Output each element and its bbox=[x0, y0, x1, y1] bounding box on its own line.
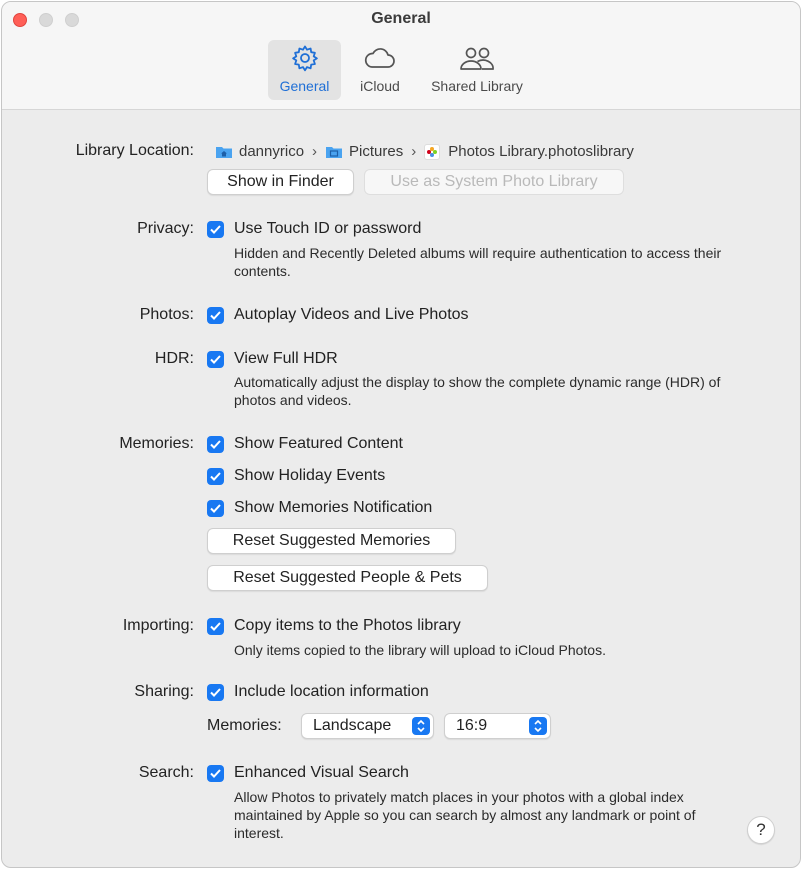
window-title: General bbox=[371, 10, 431, 27]
use-as-system-library-button: Use as System Photo Library bbox=[364, 169, 624, 195]
hdr-label: HDR: bbox=[154, 350, 194, 367]
memories-notification-checkbox[interactable]: Show Memories Notification bbox=[207, 499, 432, 517]
preferences-window bbox=[1, 1, 801, 868]
show-in-finder-button[interactable]: Show in Finder bbox=[207, 169, 354, 195]
reset-suggested-memories-button[interactable]: Reset Suggested Memories bbox=[207, 528, 456, 554]
help-button[interactable]: ? bbox=[747, 816, 775, 844]
tab-shared-library[interactable] bbox=[420, 40, 534, 100]
sharing-memories-label: Memories: bbox=[207, 717, 282, 734]
aspect-ratio-popup[interactable]: 16:9 bbox=[444, 713, 551, 739]
checkmark-icon bbox=[207, 221, 224, 238]
up-down-chevron-icon bbox=[529, 717, 547, 735]
sharing-label: Sharing: bbox=[134, 683, 194, 700]
location-info-checkbox[interactable]: Include location information bbox=[207, 683, 429, 701]
checkmark-icon bbox=[207, 436, 224, 453]
path-segment-pictures[interactable]: Pictures bbox=[325, 143, 403, 160]
autoplay-checkbox[interactable]: Autoplay Videos and Live Photos bbox=[207, 306, 469, 324]
touch-id-checkbox[interactable]: Use Touch ID or password bbox=[207, 220, 421, 238]
gear-icon bbox=[291, 44, 319, 72]
tab-icloud-label: iCloud bbox=[360, 78, 400, 94]
importing-label: Importing: bbox=[122, 617, 194, 634]
path-chevron-icon: › bbox=[312, 143, 318, 160]
toolbar bbox=[2, 2, 800, 110]
copy-items-checkbox[interactable]: Copy items to the Photos library bbox=[207, 617, 461, 635]
search-label: Search: bbox=[138, 764, 194, 781]
featured-content-checkbox[interactable]: Show Featured Content bbox=[207, 435, 403, 453]
photos-library-icon bbox=[424, 144, 440, 160]
cloud-icon bbox=[363, 44, 397, 72]
tab-general[interactable] bbox=[268, 40, 341, 100]
general-settings bbox=[2, 110, 800, 867]
photos-label: Photos: bbox=[139, 306, 194, 323]
up-down-chevron-icon bbox=[412, 717, 430, 735]
path-chevron-icon: › bbox=[411, 143, 417, 160]
memories-label: Memories: bbox=[119, 435, 194, 452]
path-segment-library[interactable]: Photos Library.photoslibrary bbox=[424, 143, 634, 160]
checkmark-icon bbox=[207, 307, 224, 324]
checkmark-icon bbox=[207, 468, 224, 485]
library-location-label: Library Location: bbox=[75, 142, 194, 159]
privacy-description: Hidden and Recently Deleted albums will require authentication to access their contents. bbox=[234, 245, 722, 279]
hdr-description: Automatically adjust the display to show the complete dynamic range (HDR) of photos and videos. bbox=[234, 374, 721, 408]
orientation-popup[interactable]: Landscape bbox=[301, 713, 434, 739]
full-hdr-checkbox[interactable]: View Full HDR bbox=[207, 350, 338, 368]
tab-icloud[interactable] bbox=[350, 40, 410, 100]
tab-general-label: General bbox=[279, 78, 330, 94]
checkmark-icon bbox=[207, 618, 224, 635]
checkmark-icon bbox=[207, 351, 224, 368]
checkmark-icon bbox=[207, 500, 224, 517]
checkmark-icon bbox=[207, 684, 224, 701]
checkmark-icon bbox=[207, 765, 224, 782]
privacy-label: Privacy: bbox=[137, 220, 194, 237]
pictures-folder-icon bbox=[325, 145, 343, 159]
search-description: Allow Photos to privately match places in your photos with a global index maintained by Apple so you can search by almost any landmark or point of interest. bbox=[234, 789, 696, 841]
people-icon bbox=[458, 44, 496, 72]
holiday-events-checkbox[interactable]: Show Holiday Events bbox=[207, 467, 385, 485]
home-folder-icon bbox=[215, 145, 233, 159]
path-segment-home[interactable]: dannyrico bbox=[215, 143, 304, 160]
tab-shared-library-label: Shared Library bbox=[431, 78, 523, 94]
importing-description: Only items copied to the library will upload to iCloud Photos. bbox=[234, 642, 606, 658]
reset-suggested-people-button[interactable]: Reset Suggested People & Pets bbox=[207, 565, 488, 591]
library-path bbox=[215, 143, 634, 160]
enhanced-visual-search-checkbox[interactable]: Enhanced Visual Search bbox=[207, 764, 409, 782]
